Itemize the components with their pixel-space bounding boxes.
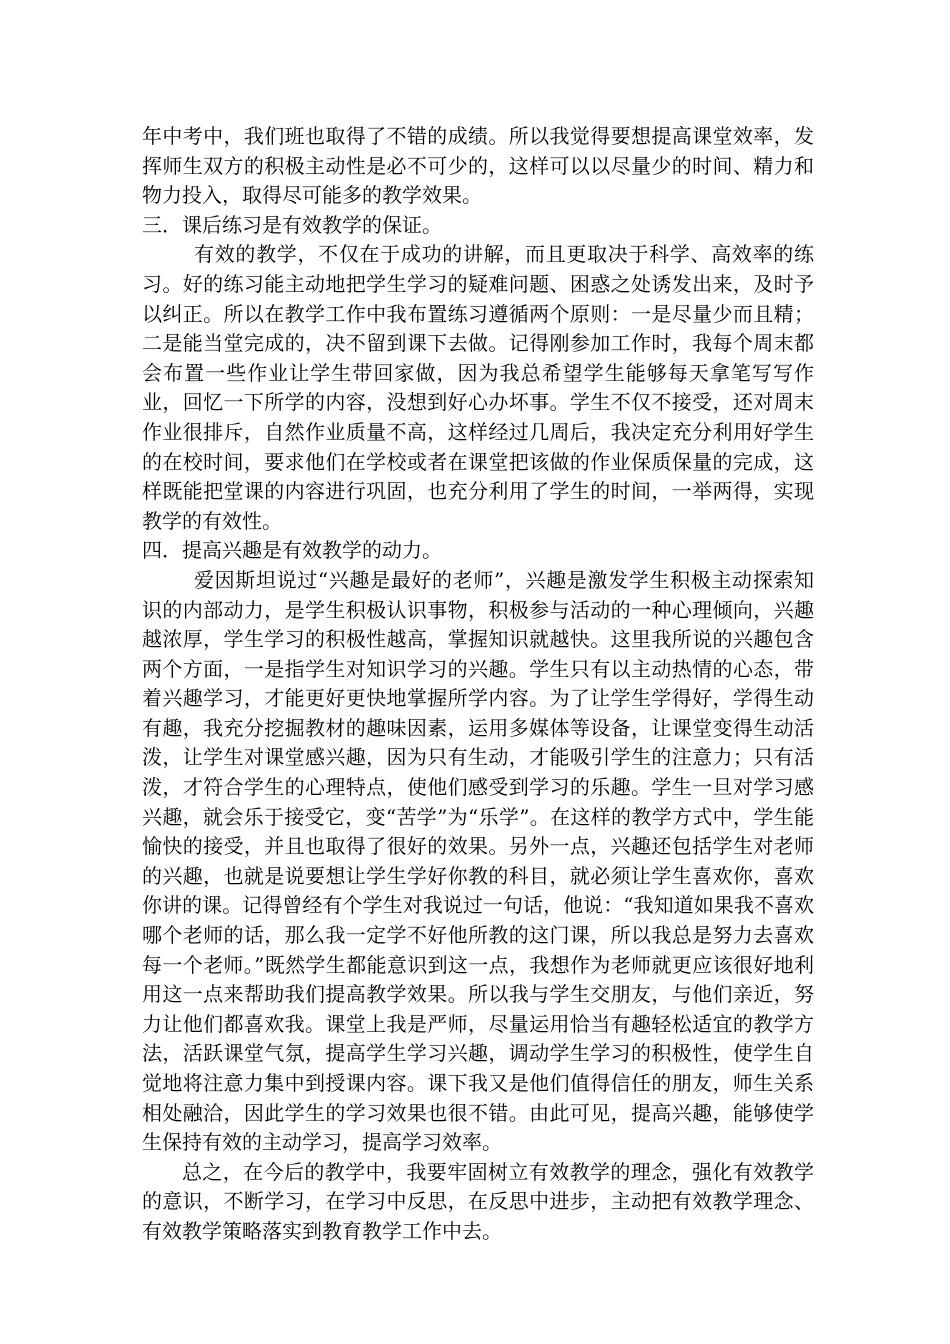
paragraph-practice: 有效的教学，不仅在于成功的讲解，而且更取决于科学、高效率的练习。好的练习能主动地把学生学习的疑难问题、困惑之处诱发出来，及时予以纠正。所以在教学工作中我布置练习遵循两个原则：一是尽量少而且精；二是能当堂完成的，决不留到课下去做。记得刚参加工作时，我每个周末都会布置一些作业让学生带回家做，因为我总希望学生能够每天拿笔写写作业，回忆一下所学的内容，没想到好心办坏事。学生不仅不接受，还对周末作业很排斥，自然作业质量不高，这样经过几周后，我决定充分利用好学生的在校时间，要求他们在学校或者在课堂把该做的作业保质保量的完成，这样既能把堂课的内容进行巩固，也充分利用了学生的时间，一举两得，实现教学的有效性。 bbox=[142, 242, 814, 533]
paragraph-intro: 年中考中，我们班也取得了不错的成绩。所以我觉得要想提高课堂效率，发挥师生双方的积极主动性是必不可少的，这样可以以尽量少的时间、精力和物力投入，取得尽可能多的教学效果。 bbox=[142, 124, 814, 208]
paragraph-interest: 爱因斯坦说过“兴趣是最好的老师”，兴趣是激发学生积极主动探索知识的内部动力，是学生积极认识事物，积极参与活动的一种心理倾向，兴趣越浓厚，学生学习的积极性越高，掌握知识就越快。这里我所说的兴趣包含两个方面，一是指学生对知识学习的兴趣。学生只有以主动热情的心态，带着兴趣学习，才能更好更快地掌握所学内容。为了让学生学得好，学得生动有趣，我充分挖掘教材的趣味因素，运用多媒体等设备，让课堂变得生动活泼，让学生对课堂感兴趣，因为只有生动，才能吸引学生的注意力；只有活泼，才符合学生的心理特点，使他们感受到学习的乐趣。学生一旦对学习感兴趣，就会乐于接受它，变“苦学”为“乐学”。在这样的教学方式中，学生能愉快的接受，并且也取得了很好的效果。另外一点，兴趣还包括学生对老师的兴趣，也就是说要想让学生学好你教的科目，就必须让学生喜欢你，喜欢你讲的课。记得曾经有个学生对我说过一句话，他说：“我知道如果我不喜欢哪个老师的话，那么我一定学不好他所教的这门课，所以我总是努力去喜欢每一个老师。”既然学生都能意识到这一点，我想作为老师就更应该很好地利用这一点来帮助我们提高教学效果。所以我与学生交朋友，与他们亲近，努力让他们都喜欢我。课堂上我是严师，尽量运用恰当有趣轻松适宜的教学方法，活跃课堂气氛，提高学生学习兴趣，调动学生学习的积极性，使学生自觉地将注意力集中到授课内容。课下我又是他们值得信任的朋友，师生关系相处融洽，因此学生的学习效果也很不错。由此可见，提高兴趣，能够使学生保持有效的主动学习，提高学习效率。 bbox=[142, 567, 814, 1155]
section-heading-4: 四．提高兴趣是有效教学的动力。 bbox=[142, 538, 442, 563]
document-body bbox=[142, 122, 814, 1247]
section-heading-3: 三．课后练习是有效教学的保证。 bbox=[142, 212, 442, 237]
paragraph-conclusion: 总之，在今后的教学中，我要牢固树立有效教学的理念，强化有效教学的意识，不断学习，在学习中反思，在反思中进步，主动把有效教学理念、有效教学策略落实到教育教学工作中去。 bbox=[142, 1159, 814, 1243]
